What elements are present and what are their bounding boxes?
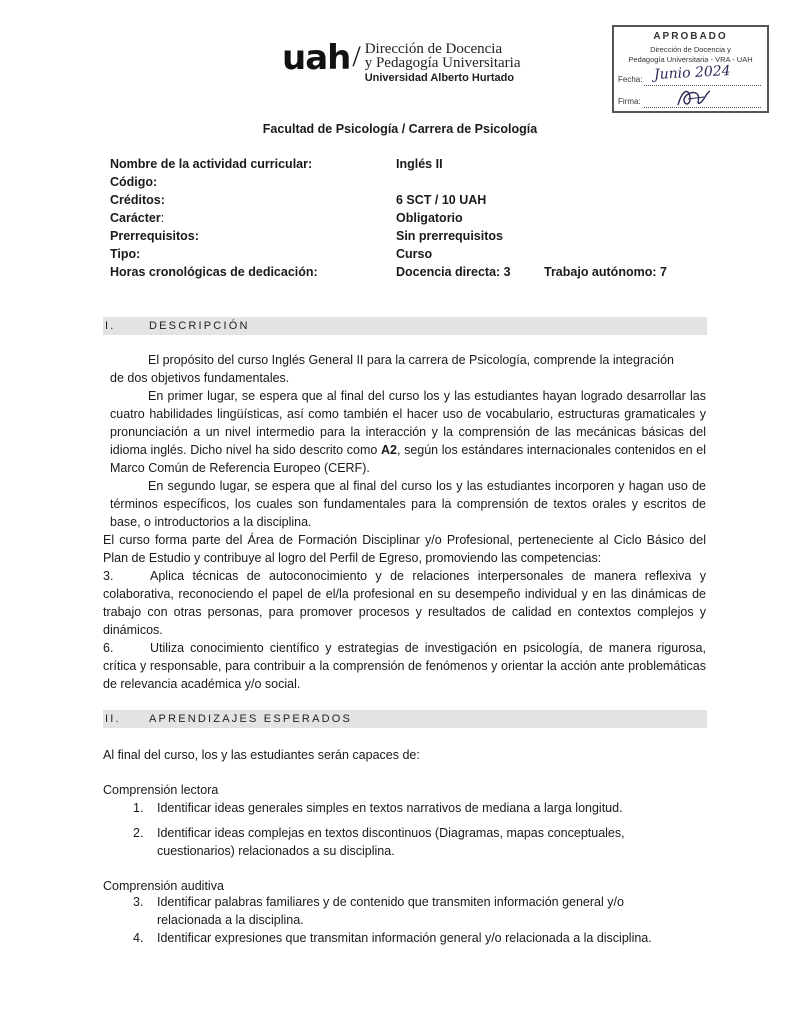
horas-directa: Docencia directa: 3 [396, 265, 511, 279]
desc-paragraph-3: En segundo lugar, se espera que al final del curso los y las estudiantes incorporen y hagan uso de términos específicos, los cuales son fundamentales para la comprensión de textos orales y escritos de base, o introductorios a la disciplina. [110, 479, 706, 530]
desc-paragraph-4: El curso forma parte del Área de Formación Disciplinar y/o Profesional, perteneciente al Ciclo Básico del Plan de Estudio y contribuye al logro del Perfil de Egreso, promoviendo las competencias: [103, 533, 706, 566]
caracter-label-text: Carácter [110, 211, 161, 225]
caracter-value: Obligatorio [396, 211, 463, 225]
logo-text [365, 42, 521, 85]
approval-stamp [612, 25, 769, 113]
tipo-value: Curso [396, 247, 433, 261]
signature-icon [674, 85, 714, 111]
nombre-value: Inglés II [396, 157, 443, 171]
desc-p1-line2: de dos objetivos fundamentales. [110, 371, 290, 385]
outcomes-intro: Al final del curso, los y las estudiantes serán capaces de: [103, 748, 420, 762]
stamp-title: APROBADO [653, 31, 728, 42]
prerrequisitos-label: Prerrequisitos: [110, 229, 199, 243]
tipo-label: Tipo: [110, 247, 141, 261]
outcome-1-number: 1. [133, 801, 144, 815]
outcome-3-number: 3. [133, 895, 144, 909]
caracter-label [110, 211, 164, 225]
section-1-title: DESCRIPCIÓN [149, 320, 250, 332]
competency-3-text: Aplica técnicas de autoconocimiento y de relaciones interpersonales de manera reflexiva y colaborativa, reconociendo el papel de el/la profesional en su desempeño individual y en las dinámicas de trabajo con otras personas, para promover procesos y resultados de calidad en contextos complejos y dinámicos. [103, 569, 706, 638]
desc-p2-text-a: En primer lugar, se espera que al final del curso los y las estudiantes hayan logrado desarrollar las cuatro habilidades lingüísticas, así como también el hacer uso de vocabulario, estructuras gramaticales y pronunciación a un nivel intermedio para la interacción y la comprensión de las mecánicas básicas del idioma inglés. Dicho nivel ha sido descrito como [110, 389, 706, 458]
creditos-value: 6 SCT / 10 UAH [396, 193, 487, 207]
uah-logo [282, 40, 521, 88]
outcome-3-text-line1: Identificar palabras familiares y de contenido que transmiten información general y/o [157, 895, 624, 909]
prerrequisitos-value: Sin prerrequisitos [396, 229, 503, 243]
desc-paragraph-2 [110, 387, 706, 477]
desc-p2-text-b: , según los estándares internacionales contenidos en el Marco Común de Referencia Europeo (CERF). [110, 443, 707, 476]
section-2-title: APRENDIZAJES ESPERADOS [149, 713, 353, 725]
logo-line-3: Universidad Alberto Hurtado [364, 72, 515, 84]
outcome-2-text-line1: Identificar ideas complejas en textos discontinuos (Diagramas, mapas conceptuales, [157, 826, 625, 840]
stamp-subtitle-2: Pedagogía Universitaria - VRA - UAH [628, 55, 753, 64]
logo-mark: uah [282, 38, 351, 78]
section-1-header [103, 317, 707, 335]
horas-autonomo: Trabajo autónomo: 7 [544, 265, 667, 279]
section-1-number: I. [105, 320, 116, 332]
competency-6-text: Utiliza conocimiento científico y estrategias de investigación en psicología, de manera rigurosa, crítica y responsable, para contribuir a la comprensión de fenómenos y orientar la acción ante problemáticas de relevancia académica y/o social. [103, 641, 706, 692]
outcome-1-text: Identificar ideas generales simples en textos narrativos de mediana a larga longitud. [157, 801, 623, 815]
faculty-title: Facultad de Psicología / Carrera de Psicología [262, 122, 538, 136]
horas-label: Horas cronológicas de dedicación: [110, 265, 318, 279]
outcome-3-text-line2: relacionada a la disciplina. [157, 913, 304, 927]
stamp-subtitle-1: Dirección de Docencia y [650, 45, 731, 54]
group-listening-title: Comprensión auditiva [103, 879, 224, 893]
competency-6-number: 6. [103, 641, 114, 655]
logo-slash: / [352, 40, 361, 73]
codigo-label: Código: [110, 175, 158, 189]
section-2-header [103, 710, 707, 728]
outcome-4-number: 4. [133, 931, 144, 945]
competency-3 [103, 567, 706, 639]
competency-6 [103, 639, 706, 693]
logo-line-1: Dirección de Docencia [364, 41, 503, 57]
stamp-fecha-label: Fecha: [618, 75, 643, 84]
section-2-number: II. [105, 713, 121, 725]
stamp-fecha-value: Junio 2024 [653, 63, 732, 83]
group-reading-title: Comprensión lectora [103, 783, 219, 797]
desc-p2-level: A2 [380, 443, 397, 458]
logo-line-2: y Pedagogía Universitaria [364, 55, 521, 71]
stamp-firma-label: Firma: [618, 97, 641, 106]
caracter-label-colon: : [160, 211, 165, 225]
outcome-2-number: 2. [133, 826, 144, 840]
nombre-label: Nombre de la actividad curricular: [110, 157, 313, 171]
competency-3-number: 3. [103, 569, 114, 583]
outcome-4-text: Identificar expresiones que transmitan información general y/o relacionada a la disciplina. [157, 931, 652, 945]
outcome-2-text-line2: cuestionarios) relacionados a su disciplina. [157, 844, 395, 858]
creditos-label: Créditos: [110, 193, 165, 207]
desc-p1-line1: El propósito del curso Inglés General II para la carrera de Psicología, comprende la integración [148, 353, 674, 367]
